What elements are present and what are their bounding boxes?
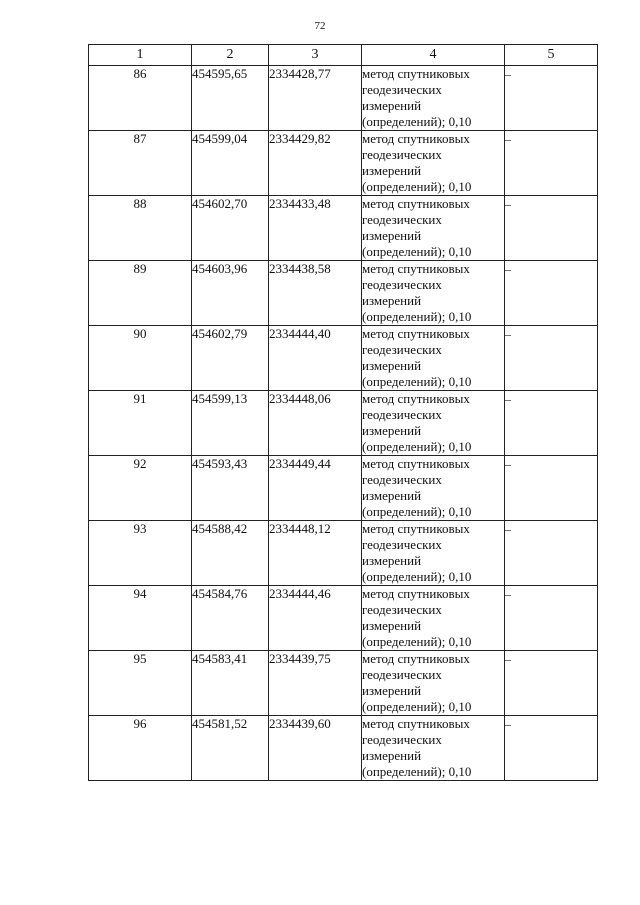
method-line: геодезических — [362, 82, 442, 97]
method-line: (определений); 0,10 — [362, 114, 472, 129]
method-line: метод спутниковых — [362, 586, 470, 601]
method-line: измерений — [362, 358, 422, 373]
point-number: 93 — [89, 521, 192, 586]
method-line: измерений — [362, 423, 422, 438]
method-line: измерений — [362, 98, 422, 113]
method-line: (определений); 0,10 — [362, 569, 472, 584]
table-header-row — [89, 45, 598, 66]
table-row — [89, 521, 598, 586]
coordinate-y: 2334448,12 — [269, 521, 362, 586]
point-number: 96 — [89, 716, 192, 781]
page-number: 72 — [314, 20, 326, 32]
method-line: измерений — [362, 683, 422, 698]
coordinate-y: 2334449,44 — [269, 456, 362, 521]
column-header-4: 4 — [362, 45, 505, 66]
coordinate-x: 454584,76 — [192, 586, 269, 651]
method-cell — [362, 131, 505, 196]
method-line: метод спутниковых — [362, 716, 470, 731]
table-row — [89, 131, 598, 196]
description-cell: – — [505, 66, 598, 131]
method-cell — [362, 716, 505, 781]
method-line: (определений); 0,10 — [362, 244, 472, 259]
coordinate-x: 454599,13 — [192, 391, 269, 456]
coordinate-x: 454583,41 — [192, 651, 269, 716]
table-row — [89, 261, 598, 326]
table-row — [89, 586, 598, 651]
coordinate-y: 2334428,77 — [269, 66, 362, 131]
coordinate-x: 454593,43 — [192, 456, 269, 521]
method-line: (определений); 0,10 — [362, 699, 472, 714]
column-header-2: 2 — [192, 45, 269, 66]
description-cell: – — [505, 521, 598, 586]
method-line: измерений — [362, 228, 422, 243]
method-cell — [362, 391, 505, 456]
method-cell — [362, 196, 505, 261]
coordinate-y: 2334448,06 — [269, 391, 362, 456]
method-line: метод спутниковых — [362, 131, 470, 146]
column-header-1: 1 — [89, 45, 192, 66]
coordinate-y: 2334444,40 — [269, 326, 362, 391]
point-number: 88 — [89, 196, 192, 261]
method-cell — [362, 456, 505, 521]
method-line: метод спутниковых — [362, 66, 470, 81]
method-line: (определений); 0,10 — [362, 374, 472, 389]
point-number: 94 — [89, 586, 192, 651]
table-row — [89, 651, 598, 716]
coordinate-y: 2334439,60 — [269, 716, 362, 781]
coordinate-y: 2334439,75 — [269, 651, 362, 716]
method-line: метод спутниковых — [362, 261, 470, 276]
method-line: измерений — [362, 163, 422, 178]
method-cell — [362, 651, 505, 716]
point-number: 92 — [89, 456, 192, 521]
method-line: метод спутниковых — [362, 326, 470, 341]
method-line: измерений — [362, 488, 422, 503]
method-line: метод спутниковых — [362, 456, 470, 471]
method-line: (определений); 0,10 — [362, 634, 472, 649]
description-cell: – — [505, 651, 598, 716]
table-row — [89, 456, 598, 521]
method-line: геодезических — [362, 537, 442, 552]
method-line: геодезических — [362, 667, 442, 682]
description-cell: – — [505, 456, 598, 521]
table-row — [89, 716, 598, 781]
method-line: геодезических — [362, 342, 442, 357]
method-line: метод спутниковых — [362, 196, 470, 211]
description-cell: – — [505, 131, 598, 196]
method-line: измерений — [362, 748, 422, 763]
point-number: 91 — [89, 391, 192, 456]
coordinate-x: 454588,42 — [192, 521, 269, 586]
description-cell: – — [505, 716, 598, 781]
method-line: измерений — [362, 553, 422, 568]
coordinate-x: 454595,65 — [192, 66, 269, 131]
method-line: (определений); 0,10 — [362, 439, 472, 454]
method-line: (определений); 0,10 — [362, 764, 472, 779]
column-header-3: 3 — [269, 45, 362, 66]
column-header-5: 5 — [505, 45, 598, 66]
coordinate-x: 454599,04 — [192, 131, 269, 196]
method-line: метод спутниковых — [362, 521, 470, 536]
table-row — [89, 391, 598, 456]
point-number: 90 — [89, 326, 192, 391]
method-line: (определений); 0,10 — [362, 179, 472, 194]
method-line: геодезических — [362, 147, 442, 162]
method-line: геодезических — [362, 732, 442, 747]
coordinate-x: 454602,70 — [192, 196, 269, 261]
description-cell: – — [505, 326, 598, 391]
method-line: (определений); 0,10 — [362, 504, 472, 519]
point-number: 86 — [89, 66, 192, 131]
coordinate-x: 454581,52 — [192, 716, 269, 781]
method-line: геодезических — [362, 277, 442, 292]
table-row — [89, 326, 598, 391]
method-line: метод спутниковых — [362, 651, 470, 666]
table-row — [89, 66, 598, 131]
method-line: (определений); 0,10 — [362, 309, 472, 324]
method-cell — [362, 521, 505, 586]
method-line: измерений — [362, 293, 422, 308]
point-number: 95 — [89, 651, 192, 716]
description-cell: – — [505, 261, 598, 326]
method-cell — [362, 326, 505, 391]
coordinates-table — [88, 44, 598, 781]
point-number: 89 — [89, 261, 192, 326]
coordinate-y: 2334438,58 — [269, 261, 362, 326]
table-row — [89, 196, 598, 261]
coordinate-y: 2334433,48 — [269, 196, 362, 261]
coordinate-y: 2334444,46 — [269, 586, 362, 651]
coordinate-x: 454603,96 — [192, 261, 269, 326]
method-line: геодезических — [362, 407, 442, 422]
method-cell — [362, 261, 505, 326]
description-cell: – — [505, 196, 598, 261]
method-cell — [362, 586, 505, 651]
description-cell: – — [505, 391, 598, 456]
method-line: измерений — [362, 618, 422, 633]
method-line: метод спутниковых — [362, 391, 470, 406]
coordinate-y: 2334429,82 — [269, 131, 362, 196]
method-line: геодезических — [362, 602, 442, 617]
coordinate-x: 454602,79 — [192, 326, 269, 391]
method-line: геодезических — [362, 212, 442, 227]
method-cell — [362, 66, 505, 131]
method-line: геодезических — [362, 472, 442, 487]
point-number: 87 — [89, 131, 192, 196]
description-cell: – — [505, 586, 598, 651]
